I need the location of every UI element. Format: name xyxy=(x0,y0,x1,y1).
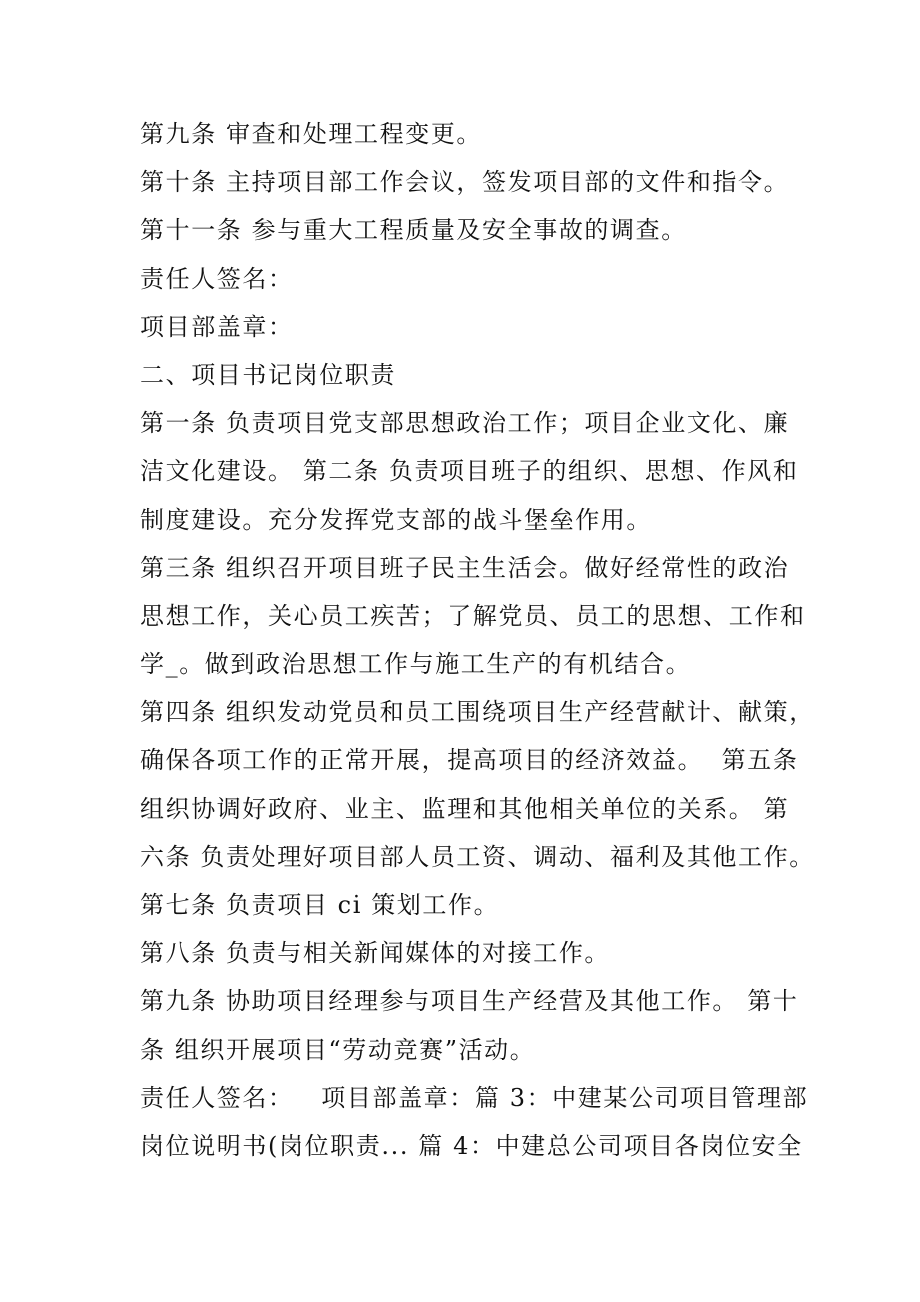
text-line: 第十条 主持项目部工作会议，签发项目部的文件和指令。 xyxy=(140,168,790,197)
text-line: 制度建设。充分发挥党支部的战斗堡垒作用。 xyxy=(140,505,652,534)
text-line: 洁文化建设。 第二条 负责项目班子的组织、思想、作风和 xyxy=(140,457,799,486)
text-line: 第九条 审查和处理工程变更。 xyxy=(140,120,483,148)
text-line: 项目部盖章： xyxy=(140,312,294,341)
text-line: 确保各项工作的正常开展，提高项目的经济效益。 第五条 xyxy=(140,746,799,775)
text-line: 思想工作，关心员工疾苦；了解党员、员工的思想、工作和 xyxy=(140,601,806,630)
text-line: 第四条 组织发动党员和员工围绕项目生产经营献计、献策， xyxy=(140,698,815,727)
text-line: 学_。做到政治思想工作与施工生产的有机结合。 xyxy=(140,650,692,679)
text-line: 第九条 协助项目经理参与项目生产经营及其他工作。 第十 xyxy=(140,987,799,1016)
text-line: 第一条 负责项目党支部思想政治工作；项目企业文化、廉 xyxy=(140,409,790,438)
text-line: 六条 负责处理好项目部人员工资、调动、福利及其他工作。 xyxy=(140,842,815,871)
text-line: 第三条 组织召开项目班子民主生活会。做好经常性的政治 xyxy=(140,553,790,582)
text-line: 第八条 负责与相关新闻媒体的对接工作。 xyxy=(140,939,611,968)
text-line: 条 组织开展项目“劳动竞赛”活动。 xyxy=(140,1035,536,1064)
document-page xyxy=(140,110,815,1170)
section-heading: 二、项目书记岗位职责 xyxy=(140,360,396,389)
text-line: 组织协调好政府、业主、监理和其他相关单位的关系。 第 xyxy=(140,794,790,823)
text-line: 责任人签名： 项目部盖章：篇 3：中建某公司项目管理部 xyxy=(140,1083,809,1112)
text-line: 第十一条 参与重大工程质量及安全事故的调查。 xyxy=(140,216,687,245)
text-line: 第七条 负责项目 ci 策划工作。 xyxy=(140,891,500,919)
text-line: 责任人签名： xyxy=(140,264,294,293)
text-line: 岗位说明书(岗位职责... 篇 4：中建总公司项目各岗位安全 xyxy=(140,1131,803,1160)
